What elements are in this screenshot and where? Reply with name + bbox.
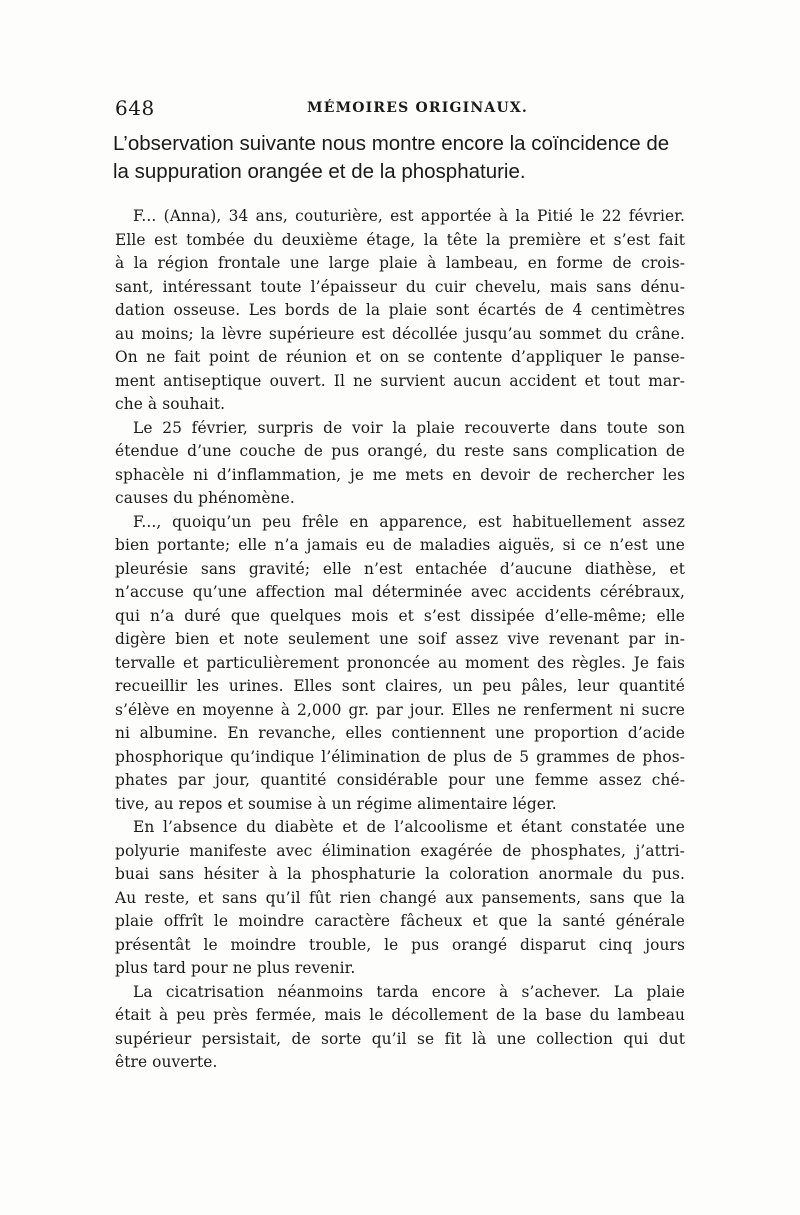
text-line: Au reste, et sans qu’il fût rien changé aux pansements, sans que la xyxy=(115,888,685,907)
text-line: On ne fait point de réunion et on se contente d’appliquer le panse- xyxy=(115,348,685,366)
text-line: supérieur persistait, de sorte qu’il se fit là une collection qui dut xyxy=(115,1029,685,1048)
text-line: étendue d’une couche de pus orangé, du reste sans complication de xyxy=(115,442,685,460)
paragraph-first-line: F... (Anna), 34 ans, couturière, est apportée à la Pitié le 22 février. xyxy=(133,207,685,225)
intro-paragraph xyxy=(113,130,685,186)
text-line: n’accuse qu’une affection mal déterminée avec accidents cérébraux, xyxy=(115,583,685,601)
intro-line: la suppuration orangée et de la phosphaturie. xyxy=(113,160,526,183)
page-number: 648 xyxy=(115,96,155,120)
text-line: plus tard pour ne plus revenir. xyxy=(115,959,356,977)
body-text xyxy=(115,205,685,1075)
text-line: bien portante; elle n’a jamais eu de maladies aiguës, si ce n’est une xyxy=(115,536,685,554)
text-line: ni albumine. En revanche, elles contiennent une proportion d’acide xyxy=(115,724,685,742)
paragraph-first-line: En l’absence du diabète et de l’alcoolisme et étant constatée une xyxy=(133,818,685,836)
running-title: MÉMOIRES ORIGINAUX. xyxy=(307,100,528,116)
paragraph-first-line: F..., quoiqu’un peu frêle en apparence, est habituellement assez xyxy=(133,512,685,531)
text-line: à la région frontale une large plaie à lambeau, en forme de crois- xyxy=(115,254,685,272)
paragraph-first-line: La cicatrisation néanmoins tarda encore à s’achever. La plaie xyxy=(133,982,685,1001)
text-line: être ouverte. xyxy=(115,1053,218,1071)
text-line: buai sans hésiter à la phosphaturie la coloration anormale du pus. xyxy=(115,865,685,883)
text-line: dation osseuse. Les bords de la plaie sont écartés de 4 centimètres xyxy=(115,301,685,319)
text-line: Elle est tombée du deuxième étage, la tête la première et s’est fait xyxy=(115,230,685,249)
intro-line: L’observation suivante nous montre encore la coïncidence de xyxy=(113,132,670,155)
text-line: qui n’a duré que quelques mois et s’est dissipée d’elle-même; elle xyxy=(115,606,685,625)
text-line: polyurie manifeste avec élimination exagérée de phosphates, j’attri- xyxy=(115,841,685,860)
text-line: au moins; la lèvre supérieure est décollée jusqu’au sommet du crâne. xyxy=(115,324,685,343)
text-line: plaie offrît le moindre caractère fâcheux et que la santé générale xyxy=(115,912,685,930)
text-line: présentât le moindre trouble, le pus orangé disparut cinq jours xyxy=(115,935,685,954)
text-line: s’élève en moyenne à 2,000 gr. par jour. Elles ne renferment ni sucre xyxy=(115,700,685,719)
text-line: tive, au repos et soumise à un régime alimentaire léger. xyxy=(115,794,557,813)
text-line: pleurésie sans gravité; elle n’est entachée d’aucune diathèse, et xyxy=(115,559,685,578)
text-line: ment antiseptique ouvert. Il ne survient aucun accident et tout mar- xyxy=(115,371,685,390)
text-line: tervalle et particulièrement prononcée au moment des règles. Je fais xyxy=(115,653,685,672)
text-line: phates par jour, quantité considérable pour une femme assez ché- xyxy=(115,771,685,789)
text-line: recueillir les urines. Elles sont claires, un peu pâles, leur quantité xyxy=(115,677,685,695)
page-header xyxy=(115,96,685,120)
text-line: causes du phénomène. xyxy=(115,489,295,507)
text-line: était à peu près fermée, mais le décollement de la base du lambeau xyxy=(115,1006,685,1024)
text-line: che à souhait. xyxy=(115,395,226,413)
text-line: digère bien et note seulement une soif assez vive revenant par in- xyxy=(115,630,685,648)
text-line: sant, intéressant toute l’épaisseur du cuir chevelu, mais sans dénu- xyxy=(115,277,685,296)
paragraph-first-line: Le 25 février, surpris de voir la plaie recouverte dans toute son xyxy=(133,418,685,437)
text-line: phosphorique qu’indique l’élimination de plus de 5 grammes de phos- xyxy=(115,747,685,766)
text-line: sphacèle ni d’inflammation, je me mets en devoir de rechercher les xyxy=(115,465,685,484)
